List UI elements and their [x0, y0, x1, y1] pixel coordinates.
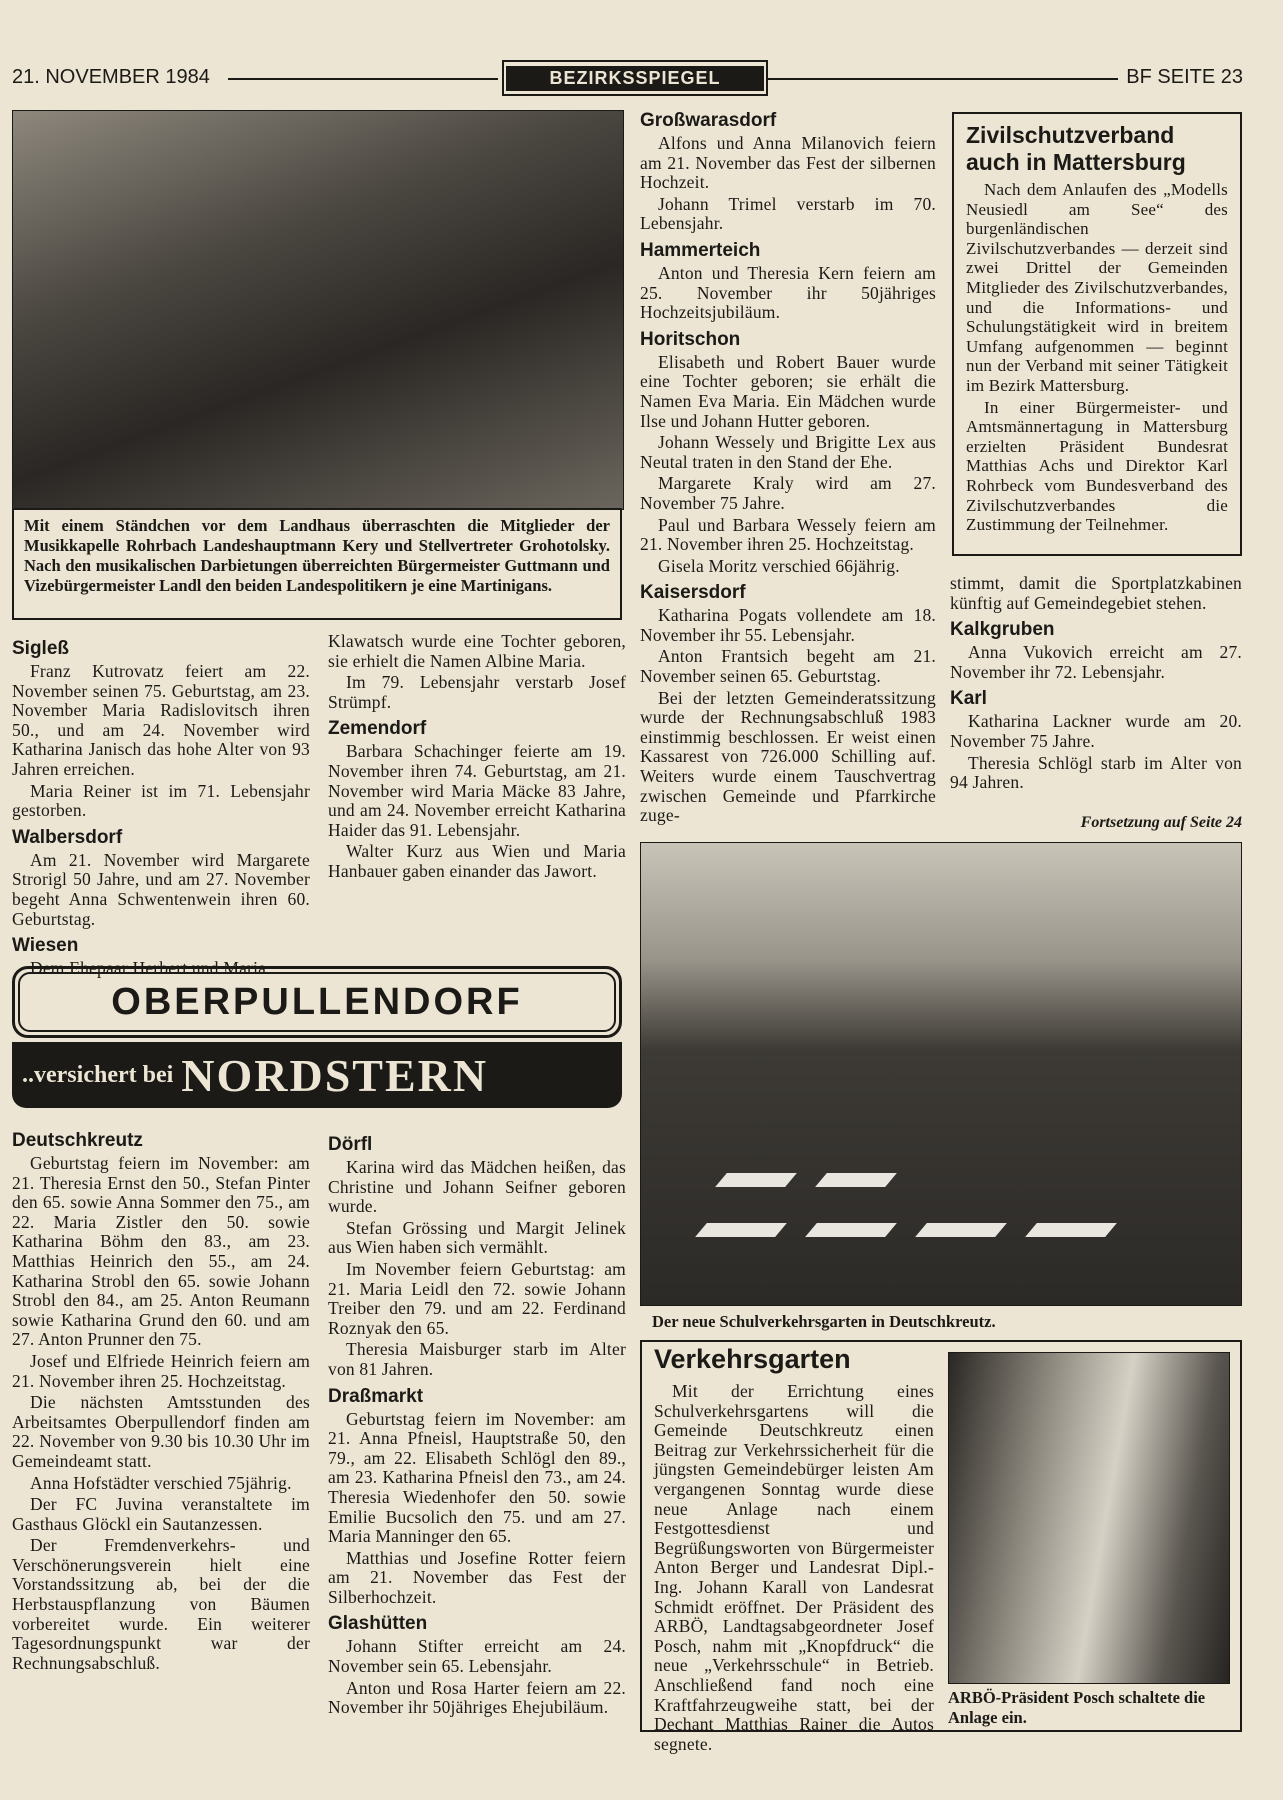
sponsor-slogan: ..versichert bei	[22, 1061, 174, 1088]
paragraph: Katharina Lackner wurde am 20. November 75 Jahre.	[950, 711, 1242, 751]
column-news-d	[950, 574, 1242, 814]
paragraph: Johann Wessely und Brigitte Lex aus Neutal traten in den Stand der Ehe.	[640, 432, 936, 472]
paragraph: Alfons und Anna Milanovich feiern am 21. November das Fest der silbernen Hochzeit.	[640, 133, 936, 193]
section-heading: Kaisersdorf	[640, 582, 746, 604]
section-heading: Sigleß	[12, 638, 70, 659]
article-body	[654, 1381, 934, 1754]
paragraph: Geburtstag feiern im November: am 21. Anna Pfneisl, Hauptstraße 50, den 79., am 22. Elisabeth Schlögl den 89., am 23. Katharina Pfneisl den 73., am 24. Theresia Wiedenhofer den 50. sowie Emilie Bucsolich den 75. und am 27. Maria Manninger den 65.	[328, 1408, 626, 1547]
paragraph: Josef und Elfriede Heinrich feiern am 21. November ihren 25. Hochzeitstag.	[12, 1350, 310, 1391]
paragraph: Elisabeth und Robert Bauer wurde eine Tochter geboren; sie erhält die Namen Eva Maria. Ein Mädchen wurde Ilse und Johann Hutter geboren.	[640, 351, 936, 431]
section-heading: Dörfl	[328, 1134, 373, 1155]
paragraph: Paul und Barbara Wessely feiern am 21. November ihren 25. Hochzeitstag.	[640, 514, 936, 555]
paragraph: Franz Kutrovatz feiert am 22. November seinen 75. Geburtstag, am 23. November Maria Radislovitsch ihren 50., und am 24. November wird Katharina Janisch das hohe Alter von 93 Jahren erreichen.	[12, 661, 310, 779]
photo-music-band	[12, 110, 624, 510]
header-rule	[768, 78, 1118, 80]
section-title: BEZIRKSSPIEGEL	[506, 66, 764, 91]
paragraph: Karina wird das Mädchen heißen, das Christine und Johann Seifner geboren wurde.	[328, 1157, 626, 1217]
paragraph: Walter Kurz aus Wien und Maria Hanbauer gaben einander das Jawort.	[328, 841, 626, 881]
section-heading: Wiesen	[12, 935, 79, 957]
paragraph: Im 79. Lebensjahr verstarb Josef Strümpf.	[328, 672, 626, 712]
section-heading: Walbersdorf	[12, 826, 123, 848]
paragraph: Im November feiern Geburtstag: am 21. Maria Leidl den 72. sowie Johann Treiber den 79. und am 22. Ferdinand Roznyak den 65.	[328, 1258, 626, 1338]
paragraph: Dem Ehepaar Herbert und Maria	[30, 958, 267, 979]
paragraph: Theresia Schlögl starb im Alter von 94 Jahren.	[950, 752, 1242, 793]
column-news-a	[12, 632, 310, 979]
paragraph: Bei der letzten Gemeinderatssitzung wurde der Rechnungsabschluß 1983 einstimmig beschlossen. Er weist einen Kassarest von 726.000 Schilling auf. Weiters wurde einem Tauschvertrag zwischen Gemeinde und Pfarrkirche zuge-	[640, 687, 936, 826]
column-news-b	[328, 632, 626, 957]
section-heading: Horitschon	[640, 328, 741, 350]
paragraph: Anna Hofstädter verschied 75jährig.	[30, 1472, 292, 1493]
paragraph: Anton Frantsich begeht am 21. November seinen 65. Geburtstag.	[640, 646, 936, 687]
paragraph: Anton und Rosa Harter feiern am 22. November ihr 50jähriges Ehejubiläum.	[328, 1677, 626, 1718]
photo-caption: ARBÖ-Präsident Posch schaltete die Anlage ein.	[948, 1688, 1206, 1727]
paragraph: Der FC Juvina veranstaltete im Gasthaus Glöckl ein Sautanzessen.	[12, 1494, 310, 1534]
section-heading: Karl	[950, 688, 987, 710]
column-news-f	[328, 1128, 626, 1734]
photo-arboe-president	[948, 1352, 1230, 1684]
article-title: Zivilschutzverband auch in Mattersburg	[966, 122, 1186, 175]
region-title: OBERPULLENDORF	[18, 972, 616, 1032]
paragraph: Stefan Grössing und Margit Jelinek aus Wien haben sich vermählt.	[328, 1217, 626, 1258]
paragraph: Barbara Schachinger feierte am 19. November ihren 74. Geburtstag, am 21. November wird Maria Mäcke 83 Jahre, und am 24. November erreicht Katharina Haider das 91. Lebensjahr.	[328, 741, 626, 840]
paragraph: Am 21. November wird Margarete Strorigl 50 Jahre, und am 27. November begeht Anna Schwentenwein ihren 60. Geburtstag.	[12, 849, 310, 929]
paragraph: Maria Reiner ist im 71. Lebensjahr gestorben.	[12, 780, 310, 821]
paragraph: Katharina Pogats vollendete am 18. November ihr 55. Lebensjahr.	[640, 605, 936, 645]
paragraph: Gisela Moritz verschied 66jährig.	[658, 555, 900, 576]
column-news-e	[12, 1124, 310, 1734]
zivilschutz-article	[952, 112, 1242, 556]
section-heading: Deutschkreutz	[12, 1130, 143, 1151]
paragraph: Johann Trimel verstarb im 70. Lebensjahr.	[640, 193, 936, 234]
paragraph: Theresia Maisburger starb im Alter von 81 Jahren.	[328, 1339, 626, 1379]
photo-caption: Der neue Schulverkehrsgarten in Deutschkreutz.	[652, 1312, 996, 1331]
sponsor-banner	[12, 1042, 622, 1108]
section-heading: Zemendorf	[328, 718, 427, 740]
paragraph: Mit der Errichtung eines Schulverkehrsgartens will die Gemeinde Deutschkreutz einen Beitrag zur Verkehrssicherheit für die jüngsten Gemeindebürger leisten Am vergangenen Sonntag wurde diese neue Anlage nach einem Festgottesdienst und Begrüßungsworten von Bürgermeister Anton Berger und Landesrat Dipl.-Ing. Johann Karall von Landesrat Schmidt eröffnet. Der Präsident des ARBÖ, Landtagsabgeordneter Josef Posch, nahm mit „Knopfdruck“ die neue „Verkehrsschule“ in Betrieb. Anschließend fand noch eine Kraftfahrzeugweihe statt, bei der Dechant Matthias Rainer die Autos segnete.	[654, 1381, 934, 1754]
paragraph: stimmt, damit die Sportplatzkabinen künftig auf Gemeindegebiet stehen.	[950, 573, 1242, 613]
section-heading: Großwarasdorf	[640, 110, 777, 131]
paragraph: Anna Vukovich erreicht am 27. November ihr 72. Lebensjahr.	[950, 642, 1242, 682]
paragraph: Matthias und Josefine Rotter feiern am 21. November das Fest der Silberhochzeit.	[328, 1547, 626, 1607]
section-heading: Glashütten	[328, 1613, 428, 1635]
section-title-box	[502, 60, 768, 96]
photo-caption: Mit einem Ständchen vor dem Landhaus überraschten die Mitglieder der Musikkapelle Rohrbach Landeshauptmann Kery und Stellvertreter Grohotolsky. Nach den musikalischen Darbietungen überreichten Bürgermeister Guttmann und Vizebürgermeister Landl den beiden Landespolitikern je eine Martinigans.	[12, 508, 622, 620]
paragraph: Margarete Kraly wird am 27. November 75 Jahre.	[640, 473, 936, 513]
section-heading: Draßmarkt	[328, 1385, 424, 1407]
section-heading: Kalkgruben	[950, 619, 1055, 641]
paragraph: In einer Bürgermeister- und Amtsmännertagung in Mattersburg erzielten Präsident Bundesrat Matthias Achs und Direktor Karl Rohrbeck vom Bundesverband des Zivilschutzverbandes die Zustimmung der Teilnehmer.	[966, 397, 1228, 535]
paragraph: Die nächsten Amtsstunden des Arbeitsamtes Oberpullendorf finden am 22. November von 9.30 bis 10.30 Uhr im Gemeindeamt statt.	[12, 1392, 310, 1471]
column-news-c	[640, 104, 936, 836]
paragraph: Nach dem Anlaufen des „Modells Neusiedl am See“ des burgenländischen Zivilschutzverbandes — derzeit sind zwei Drittel der Gemeinden Mitglieder des Zivilschutzverbandes, und die Informations- und Schulungstätigkeit wird in breitem Umfang aufgenommen — beginnt nun der Verband mit seiner Tätigkeit im Bezirk Mattersburg.	[966, 180, 1228, 395]
issue-date: 21. NOVEMBER 1984	[12, 66, 210, 88]
paragraph: Der Fremdenverkehrs- und Verschönerungsverein hielt eine Vorstandssitzung ab, bei der die Herbstauspflanzung von Bäumen vorbereitet wurde. Ein weiterer Tagesordnungspunkt war der Rechnungsabschluß.	[12, 1535, 310, 1673]
photo-traffic-garden	[640, 842, 1242, 1306]
article-title: Verkehrsgarten	[654, 1344, 851, 1374]
article-body	[966, 180, 1228, 535]
verkehrsgarten-article	[640, 1340, 1242, 1754]
section-heading: Hammerteich	[640, 239, 761, 261]
paragraph: Johann Stifter erreicht am 24. November sein 65. Lebensjahr.	[328, 1636, 626, 1677]
paragraph: Anton und Theresia Kern feiern am 25. November ihr 50jähriges Hochzeitsjubiläum.	[640, 262, 936, 323]
continuation-note[interactable]: Fortsetzung auf Seite 24	[1080, 814, 1242, 831]
paragraph: Klawatsch wurde eine Tochter geboren, sie erhielt die Namen Albine Maria.	[328, 631, 626, 671]
sponsor-logo: NORDSTERN	[181, 1049, 489, 1101]
paragraph: Geburtstag feiern im November: am 21. Theresia Ernst den 50., Stefan Pinter den 65. sowie Anna Sommer den 75., am 22. Maria Zistler den 50. sowie Katharina Böhm den 83., am 23. Matthias Heinrich den 55., am 24. Katharina Strobl den 65. sowie Johann Strobl den 84., am 25. Anton Reumann sowie Katharina Grund den 60. und am 27. Anton Prunner den 75.	[12, 1153, 310, 1350]
region-banner	[12, 966, 622, 1038]
header-rule	[228, 78, 498, 80]
page-number: BF SEITE 23	[1126, 66, 1243, 88]
